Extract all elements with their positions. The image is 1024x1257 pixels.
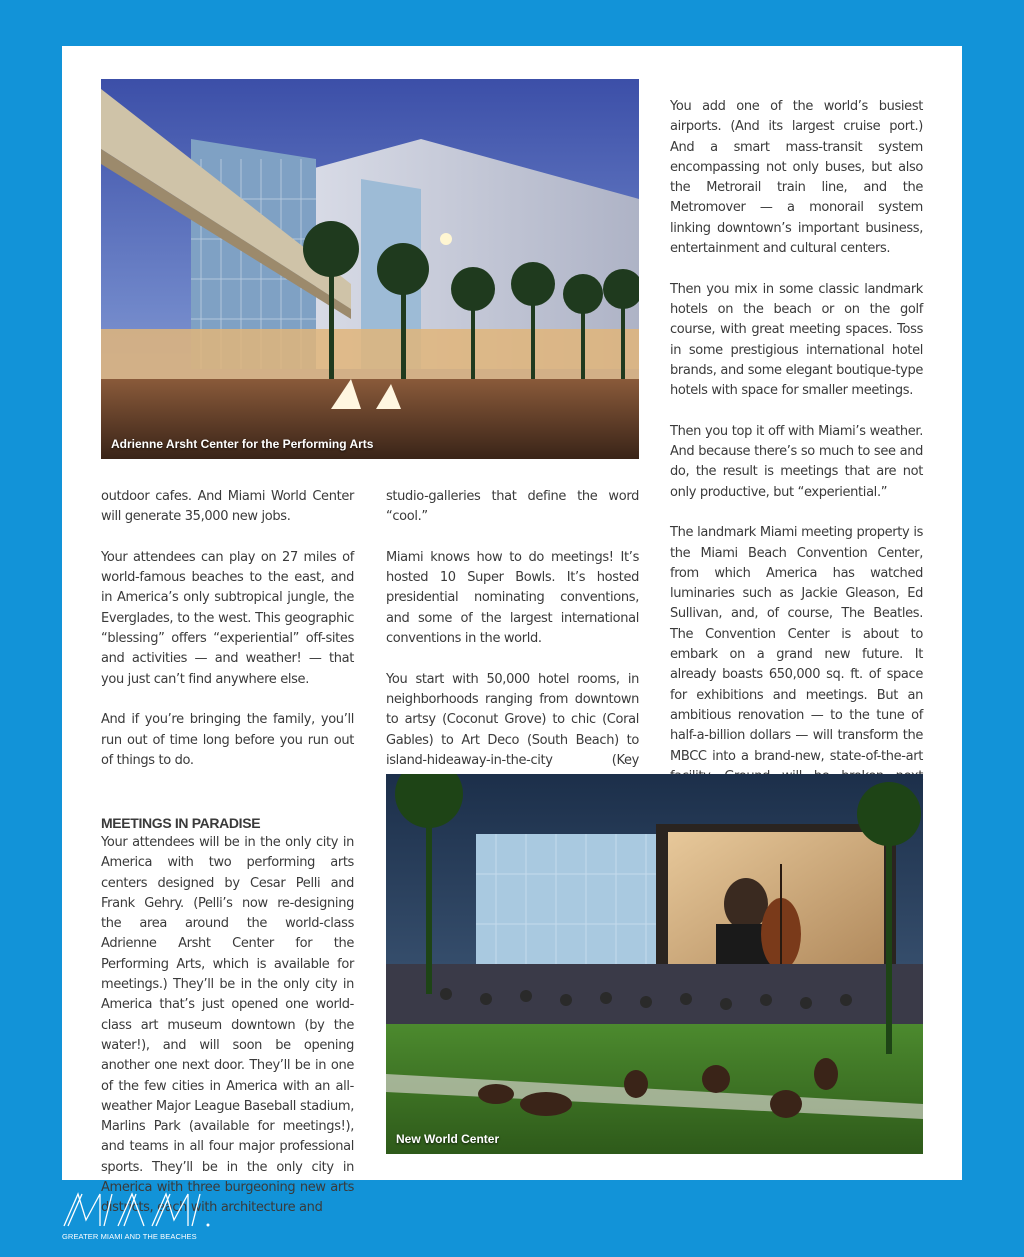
arsht-center-illustration: [101, 79, 639, 459]
miami-logo[interactable]: [62, 1190, 232, 1250]
meetings-section: [101, 813, 354, 1219]
paragraph: You start with 50,000 hotel rooms, in neighborhoods ranging from downtown to artsy (Coconut Grove) to chic (Coral Gables) to Art Deco (South Beach) to island-hideaway-in-the-city (Key: [386, 671, 639, 768]
miami-wordmark-icon: [62, 1190, 212, 1230]
paragraph: You add one of the world’s busiest airports. (And its largest cruise port.) And a smart mass-transit system encompassing not only buses, but also the Metrorail train line, and the Metromover — a monorail system linking downtown’s important business, entertainment and cultural centers.: [670, 99, 923, 257]
right-column-text: [670, 97, 923, 807]
new-world-center-caption: New World Center: [396, 1132, 500, 1146]
paragraph: Then you mix in some classic landmark hotels on the beach or on the golf course, with great meeting spaces. Toss in some prestigious international hotel brands, and some elegant boutique-type hotels with space for smaller meetings.: [670, 281, 923, 399]
paragraph: Miami knows how to do meetings! It’s hosted 10 Super Bowls. It’s hosted presidential nominating conventions, and some of the largest international conventions in the world.: [386, 549, 639, 647]
paragraph: Your attendees will be in the only city in America with two performing arts centers designed by Cesar Pelli and Frank Gehry. (Pelli’s now re-designing the area around the world-class Adrienne Arsht Center for the Performing Arts, which is available for meetings.) They’ll be in the only city in America that’s just opened one world-class art museum downtown (by the water!), and will soon be opening another one next door. They’ll be in one of the few cities in America with an all-weather Major League Baseball stadium, Marlins Park (available for meetings!), and teams in all four major professional sports. They’ll be in the only city in America with three burgeoning new arts districts, each with architecture and: [101, 835, 354, 1216]
paragraph: Your attendees can play on 27 miles of world-famous beaches to the east, and in America’s only subtropical jungle, the Everglades, to the west. This geographic “blessing” offers “experiential” off-sites and activities — and weather! — that you just can’t find anywhere else.: [101, 549, 354, 687]
new-world-center-photo: [386, 774, 923, 1154]
middle-column-text: [386, 487, 639, 791]
new-world-center-illustration: [386, 774, 923, 1154]
arsht-center-photo: [101, 79, 639, 459]
section-heading: MEETINGS IN PARADISE: [101, 815, 261, 831]
paragraph: And if you’re bringing the family, you’ll run out of time long before you run out of things to do.: [101, 712, 354, 768]
paragraph: studio-galleries that define the word “cool.”: [386, 489, 639, 525]
arsht-center-caption: Adrienne Arsht Center for the Performing Arts: [111, 437, 374, 451]
left-column-text: [101, 487, 354, 771]
logo-tagline: GREATER MIAMI AND THE BEACHES: [62, 1232, 197, 1241]
paragraph: outdoor cafes. And Miami World Center will generate 35,000 new jobs.: [101, 489, 354, 525]
paragraph: The landmark Miami meeting property is the Miami Beach Convention Center, from which America has watched luminaries such as Jackie Gleason, Ed Sullivan, and, of course, The Beatles. The Convention Center is about to embark on a grand new future. It already boasts 650,000 sq. ft. of space for exhibitions and meetings. But an ambitious renovation — to the tune of half-a-billion dollars — will transform the MBCC into a brand-new, state-of-the-art: [670, 525, 923, 764]
paragraph: Then you top it off with Miami’s weather. And because there’s so much to see and do, the result is meetings that are not only productive, but “experiential.”: [670, 423, 923, 500]
